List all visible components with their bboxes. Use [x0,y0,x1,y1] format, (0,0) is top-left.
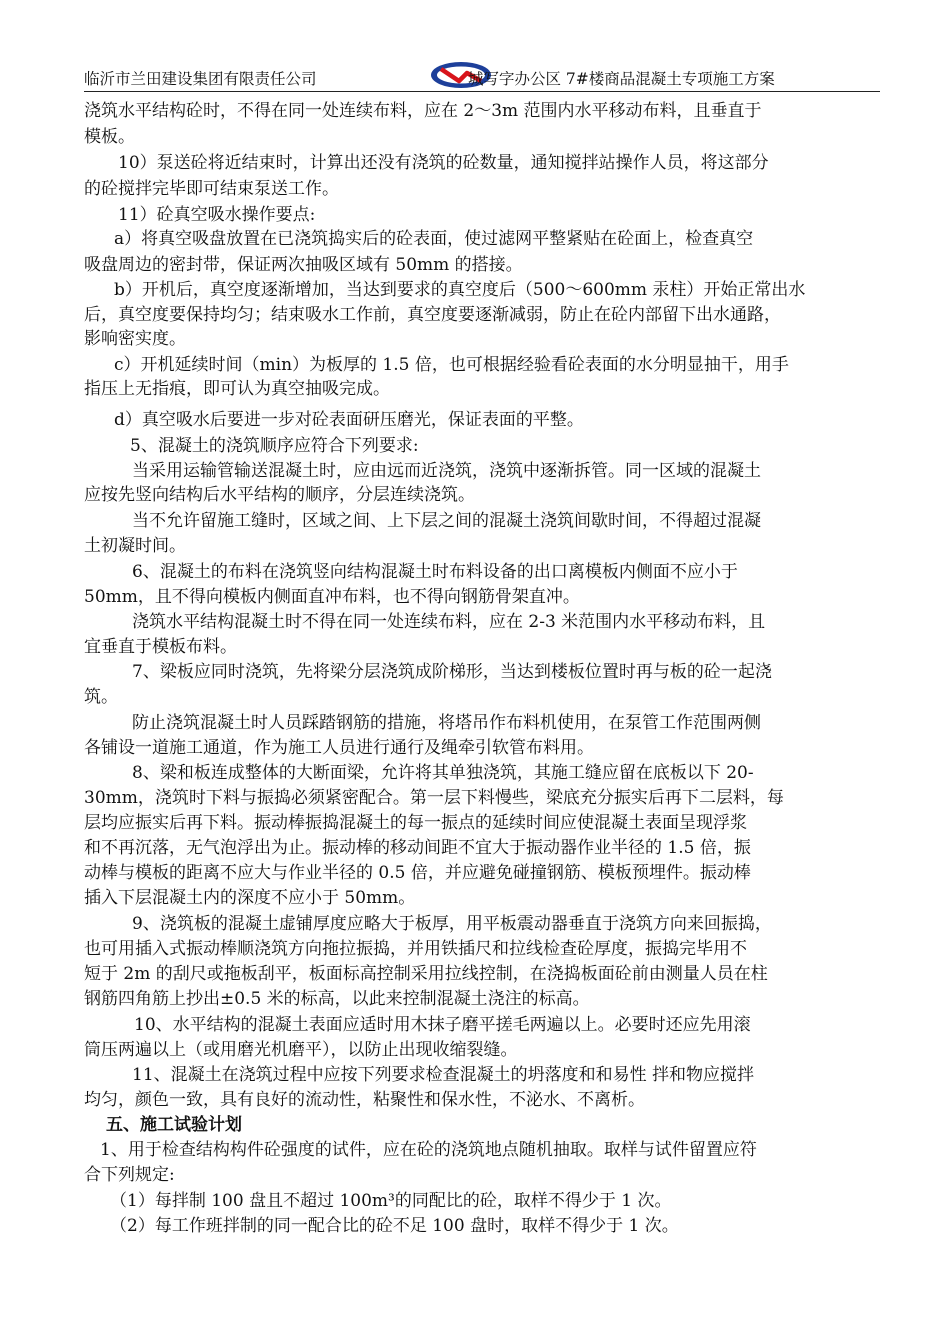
text-line: 筒压两遍以上（或用磨光机磨平），以防止出现收缩裂缝。 [84,1040,518,1060]
text-line: 50mm，且不得向模板内侧面直冲布料，也不得向钢筋骨架直冲。 [84,587,580,607]
text-line: 短于 2m 的刮尺或拖板刮平，板面标高控制采用拉线控制，在浇捣板面砼前由测量人员在柱 [84,964,768,984]
text-line: 土初凝时间。 [84,536,186,556]
text-line: 各铺设一道施工通道，作为施工人员进行通行及绳牵引软管布料用。 [84,738,594,758]
text-line: a）将真空吸盘放置在已浇筑捣实后的砼表面，使过滤网平整紧贴在砼面上，检查真空 [114,229,754,249]
text-line: c）开机延续时间（min）为板厚的 1.5 倍，也可根据经验看砼表面的水分明显抽干，用手 [114,355,789,375]
text-line: 钢筋四角筋上抄出±0.5 米的标高，以此来控制混凝土浇注的标高。 [84,989,590,1009]
text-line: 动棒与模板的距离不应大与作业半径的 0.5 倍，并应避免碰撞钢筋、模板预埋件。振动棒 [84,863,751,883]
text-line: 影响密实度。 [84,329,186,349]
document-title: 城写字办公区 7#楼商品混凝土专项施工方案 [468,70,775,88]
text-line: 10、水平结构的混凝土表面应适时用木抹子磨平搓毛两遍以上。必要时还应先用滚 [134,1015,751,1035]
text-line: 模板。 [84,127,135,147]
text-line: 11）砼真空吸水操作要点: [118,205,316,225]
text-line: 30mm，浇筑时下料与振捣必须紧密配合。第一层下料慢些，梁底充分振实后再下二层料，每 [84,788,784,808]
text-line: 9、浇筑板的混凝土虚铺厚度应略大于板厚，用平板震动器垂直于浇筑方向来回振捣， [132,914,772,934]
text-line: 和不再沉落，无气泡浮出为止。振动棒的移动间距不宜大于振动器作业半径的 1.5 倍，振 [84,838,751,858]
text-line: 宜垂直于模板布料。 [84,637,237,657]
text-line: 指压上无指痕，即可认为真空抽吸完成。 [84,379,390,399]
text-line: 也可用插入式振动棒顺浇筑方向拖拉振捣，并用铁插尺和拉线检查砼厚度，振捣完毕用不 [84,939,747,959]
text-line: 防止浇筑混凝土时人员踩踏钢筋的措施，将塔吊作布料机使用，在泵管工作范围两侧 [132,713,761,733]
text-line: 当不允许留施工缝时，区域之间、上下层之间的混凝土浇筑间歇时间，不得超过混凝 [132,511,761,531]
text-line: 11、混凝土在浇筑过程中应按下列要求检查混凝土的坍落度和和易性 拌和物应搅拌 [132,1065,755,1085]
page-header [84,58,880,92]
section-heading: 五、施工试验计划 [106,1115,242,1135]
text-line: 浇筑水平结构砼时，不得在同一处连续布料，应在 2～3m 范围内水平移动布料，且垂直于 [84,101,762,121]
text-line: 合下列规定: [84,1165,175,1185]
company-name: 临沂市兰田建设集团有限责任公司 [84,70,317,88]
text-line: 层均应振实后再下料。振动棒振捣混凝土的每一振点的延续时间应使混凝土表面呈现浮浆 [84,813,747,833]
text-line: 的砼搅拌完毕即可结束泵送工作。 [84,179,339,199]
text-line: 插入下层混凝土内的深度不应小于 50mm。 [84,888,416,908]
header-rule [84,91,880,92]
text-line: 1、用于检查结构构件砼强度的试件，应在砼的浇筑地点随机抽取。取样与试件留置应符 [100,1140,757,1160]
text-line: 应按先竖向结构后水平结构的顺序，分层连续浇筑。 [84,485,475,505]
text-line: 10）泵送砼将近结束时，计算出还没有浇筑的砼数量，通知搅拌站操作人员，将这部分 [118,153,769,173]
text-line: 8、梁和板连成整体的大断面梁，允许将其单独浇筑，其施工缝应留在底板以下 20- [132,763,754,783]
text-line: 筑。 [84,687,118,707]
text-line: （1）每拌制 100 盘且不超过 100m³的同配比的砼，取样不得少于 1 次。 [110,1191,672,1211]
text-line: 当采用运输管输送混凝土时，应由远而近浇筑，浇筑中逐渐拆管。同一区域的混凝土 [132,461,761,481]
text-line: 浇筑水平结构混凝土时不得在同一处连续布料，应在 2-3 米范围内水平移动布料，且 [132,612,766,632]
text-line: （2）每工作班拌制的同一配合比的砼不足 100 盘时，取样不得少于 1 次。 [110,1216,679,1236]
text-line: 6、混凝土的布料在浇筑竖向结构混凝土时布料设备的出口离模板内侧面不应小于 [132,562,738,582]
text-line: d）真空吸水后要进一步对砼表面研压磨光，保证表面的平整。 [114,410,584,430]
text-line: 5、混凝土的浇筑顺序应符合下列要求: [130,436,419,456]
text-line: 均匀，颜色一致，具有良好的流动性，粘聚性和保水性，不泌水、不离析。 [84,1090,645,1110]
text-line: 7、梁板应同时浇筑，先将梁分层浇筑成阶梯形，当达到楼板位置时再与板的砼一起浇 [132,662,772,682]
text-line: b）开机后，真空度逐渐增加，当达到要求的真空度后（500～600mm 汞柱）开始正常出水 [114,280,806,300]
text-line: 吸盘周边的密封带，保证两次抽吸区域有 50mm 的搭接。 [84,255,523,275]
text-line: 后，真空度要保持均匀；结束吸水工作前，真空度要逐渐减弱，防止在砼内部留下出水通路， [84,305,781,325]
